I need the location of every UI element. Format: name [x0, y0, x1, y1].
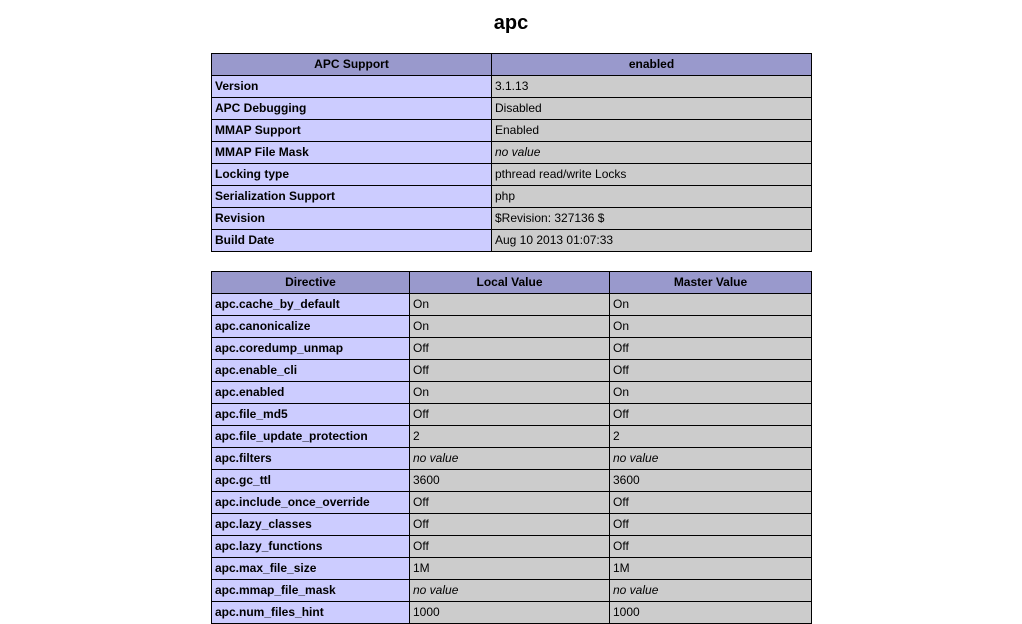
table-row [212, 338, 812, 360]
column-header: Local Value [410, 272, 610, 294]
table-row [212, 404, 812, 426]
row-value: Disabled [492, 98, 812, 120]
local-value [410, 580, 610, 602]
row-key: APC Debugging [212, 98, 492, 120]
apc-info-table [211, 53, 812, 252]
table-row [212, 164, 812, 186]
master-value: Off [610, 536, 812, 558]
local-value: On [410, 382, 610, 404]
table-header-row [212, 272, 812, 294]
local-value [410, 448, 610, 470]
directive-name: apc.coredump_unmap [212, 338, 410, 360]
table-row [212, 492, 812, 514]
table-row [212, 470, 812, 492]
table-row [212, 580, 812, 602]
table-row [212, 142, 812, 164]
table-header-row [212, 54, 812, 76]
no-value-text: no value [413, 451, 459, 465]
directive-name: apc.mmap_file_mask [212, 580, 410, 602]
row-value: 3.1.13 [492, 76, 812, 98]
master-value: Off [610, 360, 812, 382]
row-key: Serialization Support [212, 186, 492, 208]
table-row [212, 426, 812, 448]
master-value: On [610, 316, 812, 338]
row-key: Revision [212, 208, 492, 230]
local-value: 3600 [410, 470, 610, 492]
directive-name: apc.num_files_hint [212, 602, 410, 624]
page-title: apc [493, 12, 529, 34]
table-row [212, 294, 812, 316]
no-value-text: no value [613, 583, 659, 597]
directive-name: apc.file_update_protection [212, 426, 410, 448]
directive-name: apc.enabled [212, 382, 410, 404]
directive-name: apc.include_once_override [212, 492, 410, 514]
master-value: 3600 [610, 470, 812, 492]
local-value: 1M [410, 558, 610, 580]
table-row [212, 558, 812, 580]
local-value: On [410, 294, 610, 316]
directive-name: apc.file_md5 [212, 404, 410, 426]
table-row [212, 98, 812, 120]
local-value: Off [410, 514, 610, 536]
row-value: pthread read/write Locks [492, 164, 812, 186]
directive-name: apc.gc_ttl [212, 470, 410, 492]
master-value [610, 448, 812, 470]
table-row [212, 120, 812, 142]
directive-name: apc.filters [212, 448, 410, 470]
master-value: 2 [610, 426, 812, 448]
local-value: Off [410, 536, 610, 558]
directive-name: apc.lazy_functions [212, 536, 410, 558]
local-value: 2 [410, 426, 610, 448]
apc-directive-table [211, 271, 812, 624]
table-row [212, 536, 812, 558]
column-header: Directive [212, 272, 410, 294]
local-value: Off [410, 492, 610, 514]
no-value-text: no value [613, 451, 659, 465]
local-value: Off [410, 338, 610, 360]
master-value: Off [610, 404, 812, 426]
master-value: On [610, 382, 812, 404]
table-row [212, 602, 812, 624]
master-value: Off [610, 338, 812, 360]
row-key: MMAP Support [212, 120, 492, 142]
directive-name: apc.canonicalize [212, 316, 410, 338]
row-value: $Revision: 327136 $ [492, 208, 812, 230]
table-row [212, 514, 812, 536]
local-value: On [410, 316, 610, 338]
column-header: Master Value [610, 272, 812, 294]
column-header: APC Support [212, 54, 492, 76]
master-value: On [610, 294, 812, 316]
master-value: 1M [610, 558, 812, 580]
row-value: Enabled [492, 120, 812, 142]
no-value-text: no value [495, 145, 541, 159]
table-row [212, 360, 812, 382]
column-header: enabled [492, 54, 812, 76]
master-value: Off [610, 492, 812, 514]
directive-name: apc.lazy_classes [212, 514, 410, 536]
table-row [212, 208, 812, 230]
table-row [212, 230, 812, 252]
table-row [212, 448, 812, 470]
row-key: Locking type [212, 164, 492, 186]
table-row [212, 382, 812, 404]
row-value: Aug 10 2013 01:07:33 [492, 230, 812, 252]
directive-name: apc.enable_cli [212, 360, 410, 382]
local-value: 1000 [410, 602, 610, 624]
master-value: Off [610, 514, 812, 536]
directive-name: apc.max_file_size [212, 558, 410, 580]
row-key: Version [212, 76, 492, 98]
master-value [610, 580, 812, 602]
table-row [212, 76, 812, 98]
local-value: Off [410, 404, 610, 426]
directive-name: apc.cache_by_default [212, 294, 410, 316]
master-value: 1000 [610, 602, 812, 624]
row-value [492, 142, 812, 164]
row-value: php [492, 186, 812, 208]
row-key: MMAP File Mask [212, 142, 492, 164]
no-value-text: no value [413, 583, 459, 597]
row-key: Build Date [212, 230, 492, 252]
table-row [212, 316, 812, 338]
local-value: Off [410, 360, 610, 382]
table-row [212, 186, 812, 208]
